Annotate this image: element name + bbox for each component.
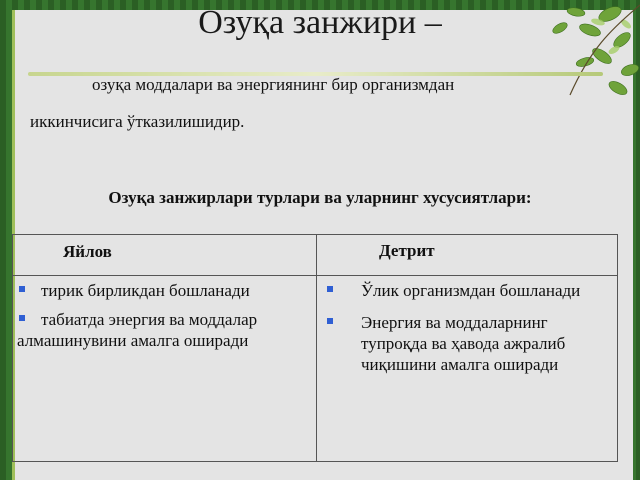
list-item: [317, 312, 617, 375]
list-item-text: табиатда энергия ва моддалар алмашинувини амалга оширади: [17, 310, 258, 350]
list-item-text: Энергия ва моддаларнинг тупроқда ва ҳавода ажралиб чиқишини амалга оширади: [361, 313, 566, 374]
list-item-text: Ўлик организмдан бошланади: [361, 281, 581, 300]
section-heading: Озуқа занжирлари турлари ва уларнинг хусусиятлари:: [108, 188, 532, 207]
list-item: [13, 280, 316, 301]
bullet-icon: [19, 315, 25, 321]
definition-line-2: иккинчисига ўтказилишидир.: [30, 112, 245, 131]
grazing-list: [13, 276, 316, 351]
bullet-icon: [327, 286, 333, 292]
bullet-icon: [327, 318, 333, 324]
list-item: [13, 309, 316, 351]
table-column-detritus: [317, 235, 617, 461]
list-item: [317, 280, 617, 301]
list-item-text: тирик бирликдан бошланади: [41, 281, 250, 300]
detritus-list: [317, 276, 617, 375]
definition-line-1: озуқа моддалари ва энергиянинг бир организмдан: [92, 75, 455, 94]
table-column-grazing: [13, 235, 317, 461]
comparison-table: [12, 234, 618, 462]
column-header-grazing: Яйлов: [13, 235, 316, 276]
slide-title: Озуқа занжири –: [198, 4, 442, 41]
column-header-detritus: Детрит: [317, 235, 617, 276]
bullet-icon: [19, 286, 25, 292]
